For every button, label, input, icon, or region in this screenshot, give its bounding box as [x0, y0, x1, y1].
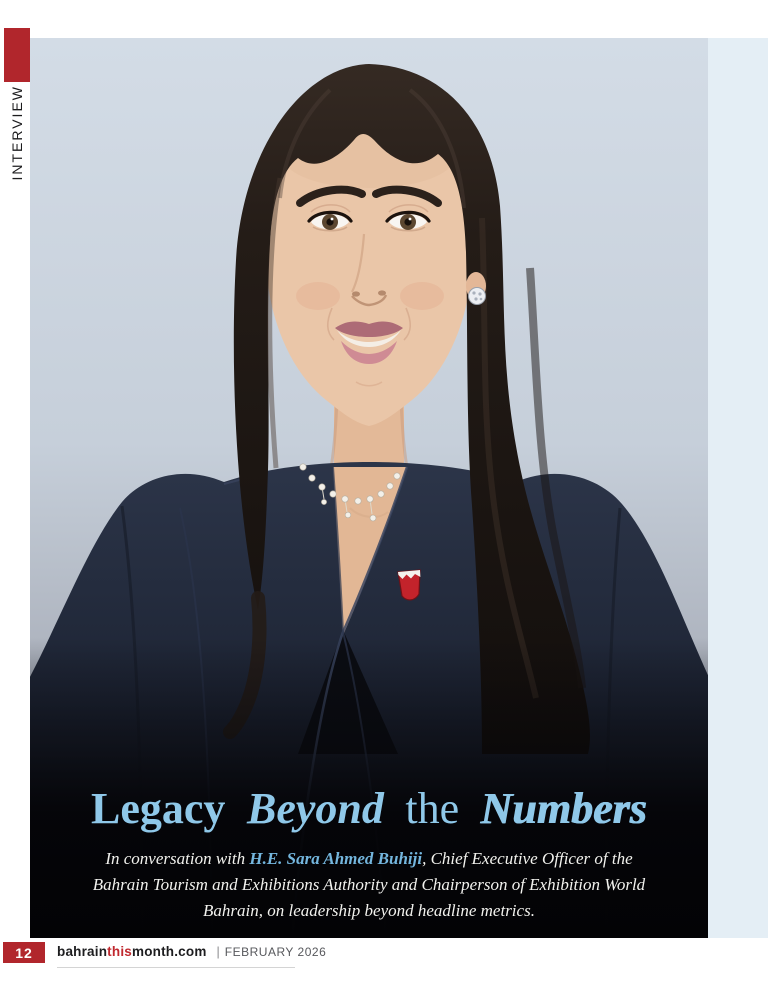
bahrain-flag-pin	[398, 570, 420, 600]
footer-rule	[57, 967, 295, 968]
issue-date: FEBRUARY 2026	[224, 945, 327, 959]
interview-portrait-photo	[30, 38, 708, 938]
title-word-numbers: Numbers	[480, 784, 647, 833]
page-margin-strip	[708, 38, 768, 938]
title-word-beyond: Beyond	[246, 784, 384, 833]
standfirst-line-1	[30, 846, 708, 872]
brand-bahrain: bahrain	[57, 944, 108, 959]
section-label-interview: INTERVIEW	[9, 85, 25, 181]
article-title	[30, 784, 708, 833]
standfirst-lead: In conversation with	[105, 849, 250, 868]
magazine-brand	[57, 944, 207, 959]
article-standfirst	[30, 846, 708, 924]
page-number-badge: 12	[3, 942, 45, 963]
title-word-legacy: Legacy	[91, 784, 226, 833]
brand-this: this	[107, 944, 132, 959]
red-corner-tab	[4, 28, 30, 82]
brand-month-com: month.com	[131, 944, 207, 959]
stud-earring	[466, 272, 486, 305]
footer-masthead	[57, 944, 326, 959]
title-word-the: the	[405, 784, 460, 833]
standfirst-role: , Chief Executive Officer of the	[422, 849, 633, 868]
interviewee-name: H.E. Sara Ahmed Buhiji	[249, 849, 423, 868]
footer-separator: |	[216, 945, 220, 959]
standfirst-line-2: Bahrain Tourism and Exhibitions Authority and Chairperson of Exhibition World	[92, 875, 646, 894]
standfirst-line-3: Bahrain, on leadership beyond headline metrics.	[203, 901, 535, 920]
